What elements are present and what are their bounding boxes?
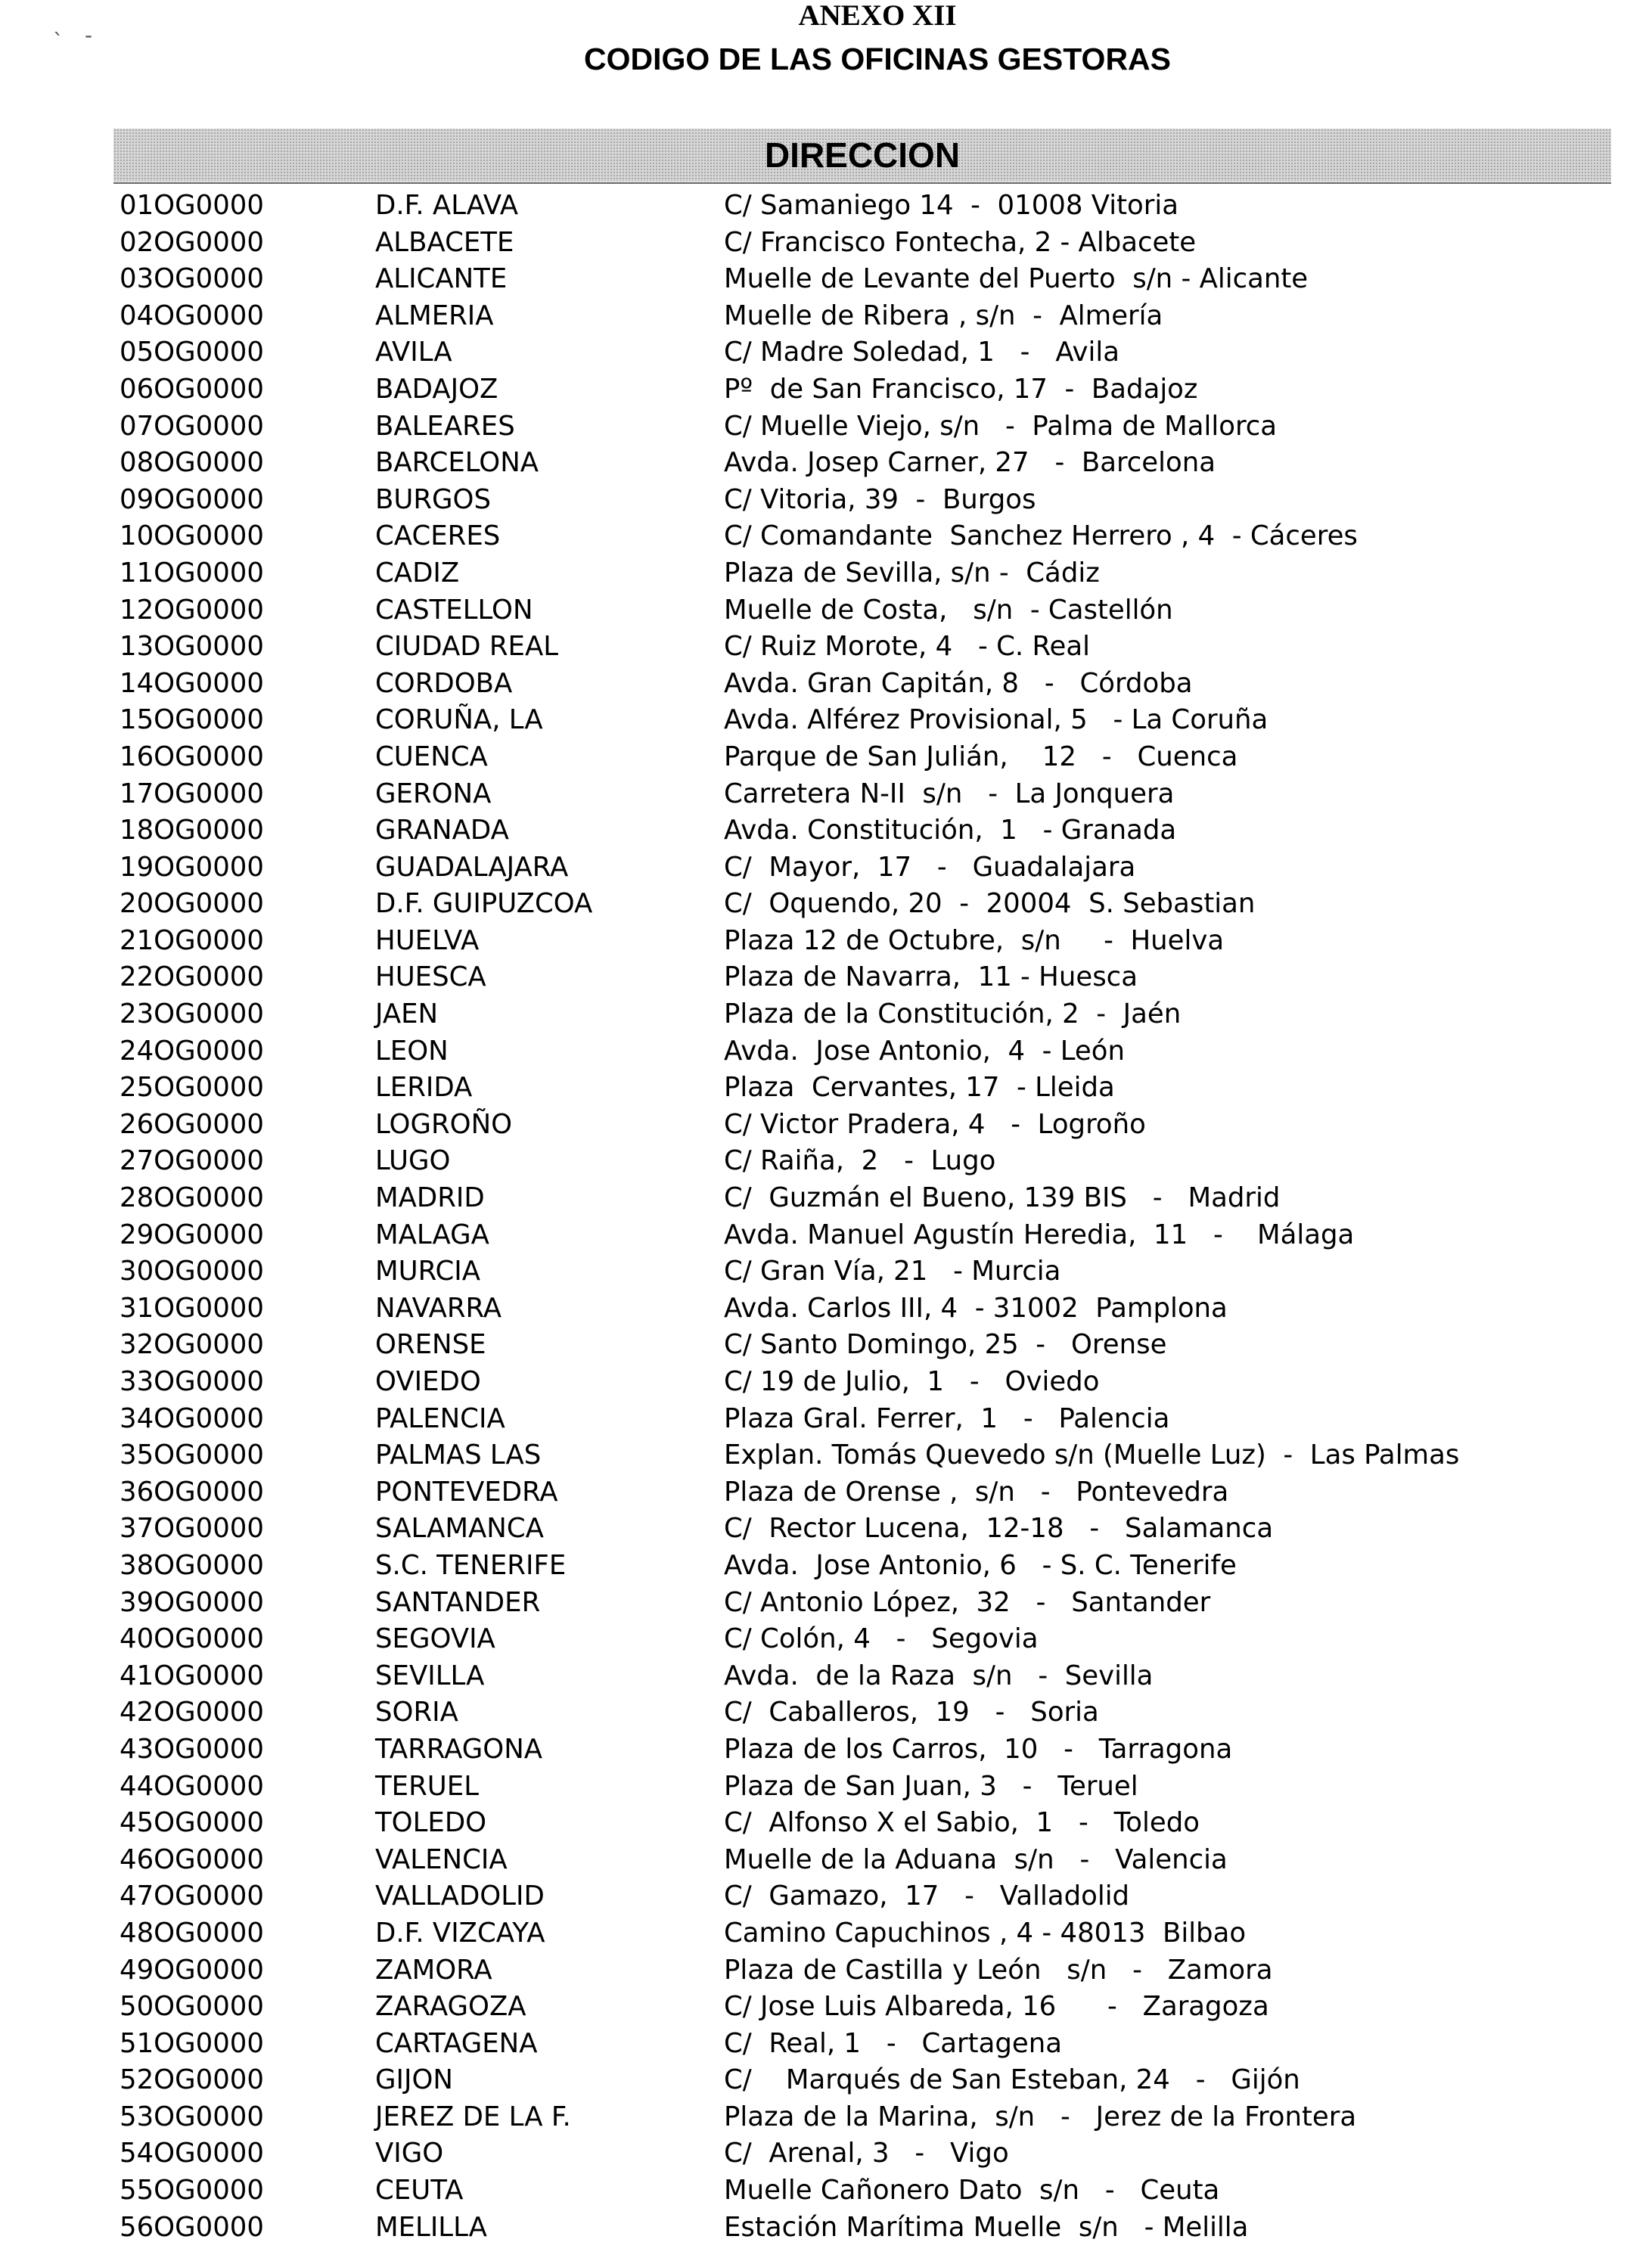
office-name: CASTELLON xyxy=(375,594,533,626)
office-name: LEON xyxy=(375,1035,449,1067)
office-name: GRANADA xyxy=(375,815,509,846)
office-code: 46OG0000 xyxy=(120,1843,264,1875)
office-address: C/ Samaniego 14 - 01008 Vitoria xyxy=(724,190,1178,221)
office-address: Avda. Jose Antonio, 4 - León xyxy=(724,1035,1125,1067)
office-address: C/ Rector Lucena, 12-18 - Salamanca xyxy=(724,1513,1274,1545)
office-code: 39OG0000 xyxy=(120,1586,264,1618)
office-code: 02OG0000 xyxy=(120,226,264,258)
table-row xyxy=(0,1107,1652,1144)
office-address: Avda. Manuel Agustín Heredia, 11 - Málaga xyxy=(724,1219,1355,1250)
office-code: 38OG0000 xyxy=(120,1549,264,1581)
office-address: Plaza de la Marina, s/n - Jerez de la Frontera xyxy=(724,2101,1357,2132)
table-row xyxy=(0,1327,1652,1364)
office-name: D.F. VIZCAYA xyxy=(375,1917,545,1949)
table-row xyxy=(0,1585,1652,1622)
table-row xyxy=(0,1401,1652,1438)
office-name: BADAJOZ xyxy=(375,373,498,405)
office-name: ALMERIA xyxy=(375,300,494,331)
office-name: MALAGA xyxy=(375,1219,489,1250)
office-name: ALICANTE xyxy=(375,263,508,295)
office-name: SORIA xyxy=(375,1697,458,1728)
table-row xyxy=(0,1805,1652,1842)
table-row xyxy=(0,1364,1652,1401)
office-code: 32OG0000 xyxy=(120,1329,264,1361)
office-code: 20OG0000 xyxy=(120,888,264,920)
office-name: CIUDAD REAL xyxy=(375,631,559,663)
table-row xyxy=(0,1694,1652,1731)
office-address: Carretera N-II s/n - La Jonquera xyxy=(724,778,1175,809)
table-row xyxy=(0,298,1652,335)
office-name: TOLEDO xyxy=(375,1807,487,1839)
office-address: C/ Antonio López, 32 - Santander xyxy=(724,1586,1211,1618)
table-header-label: DIRECCION xyxy=(764,135,961,175)
office-address: Plaza de Orense , s/n - Pontevedra xyxy=(724,1476,1229,1508)
office-code: 13OG0000 xyxy=(120,631,264,663)
table-row xyxy=(0,812,1652,849)
office-address: C/ Victor Pradera, 4 - Logroño xyxy=(724,1108,1146,1140)
office-code: 43OG0000 xyxy=(120,1733,264,1765)
office-address: C/ Mayor, 17 - Guadalajara xyxy=(724,851,1136,883)
office-name: PONTEVEDRA xyxy=(375,1476,558,1508)
office-code: 12OG0000 xyxy=(120,594,264,626)
office-address: Plaza Cervantes, 17 - Lleida xyxy=(724,1072,1115,1104)
office-code: 50OG0000 xyxy=(120,1991,264,2023)
table-row xyxy=(0,2135,1652,2172)
office-name: SALAMANCA xyxy=(375,1513,544,1545)
office-address: C/ Gran Vía, 21 - Murcia xyxy=(724,1256,1061,1287)
table-row xyxy=(0,886,1652,923)
office-address: C/ Marqués de San Esteban, 24 - Gijón xyxy=(724,2064,1300,2096)
table-row xyxy=(0,776,1652,813)
office-name: VIGO xyxy=(375,2138,444,2169)
office-code: 37OG0000 xyxy=(120,1513,264,1545)
office-name: CARTAGENA xyxy=(375,2027,538,2059)
table-row xyxy=(0,629,1652,666)
office-code: 22OG0000 xyxy=(120,961,264,993)
table-row xyxy=(0,371,1652,408)
office-address: Muelle Cañonero Dato s/n - Ceuta xyxy=(724,2175,1220,2207)
office-code: 29OG0000 xyxy=(120,1219,264,1250)
table-row xyxy=(0,666,1652,703)
table-row xyxy=(0,225,1652,262)
table-row xyxy=(0,1548,1652,1585)
office-name: CEUTA xyxy=(375,2175,464,2207)
office-address: C/ Guzmán el Bueno, 139 BIS - Madrid xyxy=(724,1182,1281,1214)
office-address: Plaza de Navarra, 11 - Huesca xyxy=(724,961,1138,993)
table-row xyxy=(0,1474,1652,1511)
office-name: LERIDA xyxy=(375,1072,473,1104)
office-address: C/ Real, 1 - Cartagena xyxy=(724,2027,1062,2059)
office-code: 04OG0000 xyxy=(120,300,264,331)
table-row xyxy=(0,923,1652,960)
office-code: 14OG0000 xyxy=(120,667,264,699)
table-row xyxy=(0,555,1652,592)
office-address: Plaza de los Carros, 10 - Tarragona xyxy=(724,1733,1233,1765)
office-address: C/ Ruiz Morote, 4 - C. Real xyxy=(724,631,1091,663)
table-row xyxy=(0,334,1652,371)
table-row xyxy=(0,1033,1652,1070)
office-code: 05OG0000 xyxy=(120,337,264,368)
office-address: C/ Francisco Fontecha, 2 - Albacete xyxy=(724,226,1197,258)
office-address: Plaza Gral. Ferrer, 1 - Palencia xyxy=(724,1402,1170,1434)
office-code: 47OG0000 xyxy=(120,1881,264,1912)
office-address: Muelle de Costa, s/n - Castellón xyxy=(724,594,1173,626)
office-address: Parque de San Julián, 12 - Cuenca xyxy=(724,741,1238,772)
table-row xyxy=(0,445,1652,482)
office-address: C/ Raiña, 2 - Lugo xyxy=(724,1145,996,1177)
office-code: 03OG0000 xyxy=(120,263,264,295)
office-code: 28OG0000 xyxy=(120,1182,264,1214)
office-code: 31OG0000 xyxy=(120,1292,264,1324)
office-name: NAVARRA xyxy=(375,1292,502,1324)
office-address: Estación Marítima Muelle s/n - Melilla xyxy=(724,2211,1249,2243)
office-name: VALLADOLID xyxy=(375,1881,545,1912)
office-code: 51OG0000 xyxy=(120,2027,264,2059)
table-row xyxy=(0,482,1652,519)
office-name: D.F. ALAVA xyxy=(375,190,519,221)
office-code: 25OG0000 xyxy=(120,1072,264,1104)
office-name: ALBACETE xyxy=(375,226,514,258)
office-code: 18OG0000 xyxy=(120,815,264,846)
office-code: 10OG0000 xyxy=(120,520,264,552)
office-code: 44OG0000 xyxy=(120,1770,264,1802)
table-row xyxy=(0,2026,1652,2063)
office-name: CORDOBA xyxy=(375,667,513,699)
table-row xyxy=(0,1070,1652,1107)
office-code: 09OG0000 xyxy=(120,483,264,515)
office-address: C/ Jose Luis Albareda, 16 - Zaragoza xyxy=(724,1991,1269,2023)
table-row xyxy=(0,188,1652,225)
office-name: PALMAS LAS xyxy=(375,1440,542,1471)
office-address: C/ Gamazo, 17 - Valladolid xyxy=(724,1881,1130,1912)
office-code: 24OG0000 xyxy=(120,1035,264,1067)
office-address: Plaza 12 de Octubre, s/n - Huelva xyxy=(724,924,1225,956)
table-row xyxy=(0,739,1652,776)
table-row xyxy=(0,1253,1652,1290)
office-code: 27OG0000 xyxy=(120,1145,264,1177)
table-row xyxy=(0,2172,1652,2210)
table-row xyxy=(0,1217,1652,1254)
office-name: VALENCIA xyxy=(375,1843,508,1875)
table-row xyxy=(0,1769,1652,1806)
document-subtitle: CODIGO DE LAS OFICINAS GESTORAS xyxy=(583,42,1172,76)
office-code: 33OG0000 xyxy=(120,1366,264,1397)
table-row xyxy=(0,261,1652,298)
office-name: OVIEDO xyxy=(375,1366,481,1397)
office-name: SEVILLA xyxy=(375,1660,485,1691)
office-code: 45OG0000 xyxy=(120,1807,264,1839)
table-row xyxy=(0,1952,1652,1989)
table-row xyxy=(0,1731,1652,1769)
table-row xyxy=(0,996,1652,1033)
office-code: 34OG0000 xyxy=(120,1402,264,1434)
table-row xyxy=(0,1621,1652,1658)
office-name: D.F. GUIPUZCOA xyxy=(375,888,593,920)
table-header-bar xyxy=(113,129,1611,182)
table-row xyxy=(0,1658,1652,1695)
office-address: Pº de San Francisco, 17 - Badajoz xyxy=(724,373,1198,405)
office-name: ZARAGOZA xyxy=(375,1991,526,2023)
office-name: CACERES xyxy=(375,520,501,552)
office-code: 56OG0000 xyxy=(120,2211,264,2243)
office-address: Avda. Constitución, 1 - Granada xyxy=(724,815,1177,846)
office-code: 06OG0000 xyxy=(120,373,264,405)
table-row xyxy=(0,1878,1652,1915)
table-row xyxy=(0,702,1652,739)
office-name: CORUÑA, LA xyxy=(375,704,543,736)
office-address: Avda. Carlos III, 4 - 31002 Pamplona xyxy=(724,1292,1228,1324)
table-row xyxy=(0,408,1652,446)
office-code: 16OG0000 xyxy=(120,741,264,772)
office-address: C/ Arenal, 3 - Vigo xyxy=(724,2138,1009,2169)
table-row xyxy=(0,1290,1652,1328)
table-row xyxy=(0,1989,1652,2026)
table-row xyxy=(0,1143,1652,1180)
office-address: Muelle de Ribera , s/n - Almería xyxy=(724,300,1163,331)
office-code: 17OG0000 xyxy=(120,778,264,809)
office-name: LUGO xyxy=(375,1145,451,1177)
office-name: ZAMORA xyxy=(375,1954,492,1986)
office-name: JEREZ DE LA F. xyxy=(375,2101,571,2132)
table-row xyxy=(0,1842,1652,1879)
table-row xyxy=(0,518,1652,555)
office-name: SANTANDER xyxy=(375,1586,541,1618)
office-code: 52OG0000 xyxy=(120,2064,264,2096)
office-code: 19OG0000 xyxy=(120,851,264,883)
scan-speck: - xyxy=(85,23,93,48)
office-address: Plaza de la Constitución, 2 - Jaén xyxy=(724,999,1182,1030)
office-name: GIJON xyxy=(375,2064,453,2096)
table-row xyxy=(0,1437,1652,1474)
office-table xyxy=(0,188,1652,2246)
office-name: HUELVA xyxy=(375,924,480,956)
office-address: Avda. Jose Antonio, 6 - S. C. Tenerife xyxy=(724,1549,1237,1581)
annex-title: ANEXO XII xyxy=(798,0,957,32)
office-code: 07OG0000 xyxy=(120,410,264,442)
table-row xyxy=(0,2210,1652,2247)
office-address: Explan. Tomás Quevedo s/n (Muelle Luz) - Las Palmas xyxy=(724,1440,1460,1471)
office-code: 42OG0000 xyxy=(120,1697,264,1728)
office-name: S.C. TENERIFE xyxy=(375,1549,567,1581)
office-code: 54OG0000 xyxy=(120,2138,264,2169)
office-address: C/ Caballeros, 19 - Soria xyxy=(724,1697,1099,1728)
office-address: Avda. de la Raza s/n - Sevilla xyxy=(724,1660,1154,1691)
office-address: Plaza de San Juan, 3 - Teruel xyxy=(724,1770,1138,1802)
table-row xyxy=(0,959,1652,996)
office-address: Avda. Gran Capitán, 8 - Córdoba xyxy=(724,667,1193,699)
office-address: C/ Comandante Sanchez Herrero , 4 - Cáceres xyxy=(724,520,1358,552)
office-address: C/ Madre Soledad, 1 - Avila xyxy=(724,337,1120,368)
office-name: BARCELONA xyxy=(375,447,539,479)
office-name: MADRID xyxy=(375,1182,485,1214)
office-name: MURCIA xyxy=(375,1256,481,1287)
scan-speck: ˋ xyxy=(53,29,64,54)
office-name: CADIZ xyxy=(375,557,460,589)
office-name: GERONA xyxy=(375,778,492,809)
office-address: C/ Alfonso X el Sabio, 1 - Toledo xyxy=(724,1807,1200,1839)
office-name: CUENCA xyxy=(375,741,488,772)
office-address: C/ Muelle Viejo, s/n - Palma de Mallorca xyxy=(724,410,1278,442)
office-code: 40OG0000 xyxy=(120,1623,264,1655)
office-address: C/ Santo Domingo, 25 - Orense xyxy=(724,1329,1167,1361)
office-code: 01OG0000 xyxy=(120,190,264,221)
office-address: Plaza de Castilla y León s/n - Zamora xyxy=(724,1954,1273,1986)
office-code: 08OG0000 xyxy=(120,447,264,479)
office-name: MELILLA xyxy=(375,2211,487,2243)
office-address: Muelle de la Aduana s/n - Valencia xyxy=(724,1843,1228,1875)
office-address: Muelle de Levante del Puerto s/n - Alicante xyxy=(724,263,1309,295)
office-code: 26OG0000 xyxy=(120,1108,264,1140)
office-name: JAEN xyxy=(375,999,439,1030)
office-code: 21OG0000 xyxy=(120,924,264,956)
office-address: Plaza de Sevilla, s/n - Cádiz xyxy=(724,557,1100,589)
office-code: 15OG0000 xyxy=(120,704,264,736)
office-name: AVILA xyxy=(375,337,452,368)
office-name: BURGOS xyxy=(375,483,491,515)
table-row xyxy=(0,1915,1652,1952)
office-code: 48OG0000 xyxy=(120,1917,264,1949)
table-row xyxy=(0,1511,1652,1548)
office-name: HUESCA xyxy=(375,961,486,993)
office-name: GUADALAJARA xyxy=(375,851,569,883)
office-name: BALEARES xyxy=(375,410,515,442)
office-name: LOGROÑO xyxy=(375,1108,513,1140)
office-code: 36OG0000 xyxy=(120,1476,264,1508)
office-address: C/ Vitoria, 39 - Burgos xyxy=(724,483,1036,515)
office-address: C/ Oquendo, 20 - 20004 S. Sebastian xyxy=(724,888,1256,920)
office-code: 53OG0000 xyxy=(120,2101,264,2132)
office-address: C/ Colón, 4 - Segovia xyxy=(724,1623,1039,1655)
office-name: SEGOVIA xyxy=(375,1623,495,1655)
header-divider xyxy=(113,182,1611,184)
office-code: 35OG0000 xyxy=(120,1440,264,1471)
office-code: 41OG0000 xyxy=(120,1660,264,1691)
table-row xyxy=(0,2062,1652,2099)
office-name: TERUEL xyxy=(375,1770,479,1802)
office-code: 23OG0000 xyxy=(120,999,264,1030)
office-address: Avda. Josep Carner, 27 - Barcelona xyxy=(724,447,1216,479)
office-code: 55OG0000 xyxy=(120,2175,264,2207)
office-address: Camino Capuchinos , 4 - 48013 Bilbao xyxy=(724,1917,1247,1949)
office-address: Avda. Alférez Provisional, 5 - La Coruña xyxy=(724,704,1268,736)
office-name: ORENSE xyxy=(375,1329,486,1361)
office-name: TARRAGONA xyxy=(375,1733,543,1765)
office-name: PALENCIA xyxy=(375,1402,505,1434)
office-code: 30OG0000 xyxy=(120,1256,264,1287)
office-code: 11OG0000 xyxy=(120,557,264,589)
office-code: 49OG0000 xyxy=(120,1954,264,1986)
table-row xyxy=(0,2099,1652,2136)
table-row xyxy=(0,849,1652,887)
table-row xyxy=(0,1180,1652,1217)
table-row xyxy=(0,592,1652,629)
office-address: C/ 19 de Julio, 1 - Oviedo xyxy=(724,1366,1100,1397)
